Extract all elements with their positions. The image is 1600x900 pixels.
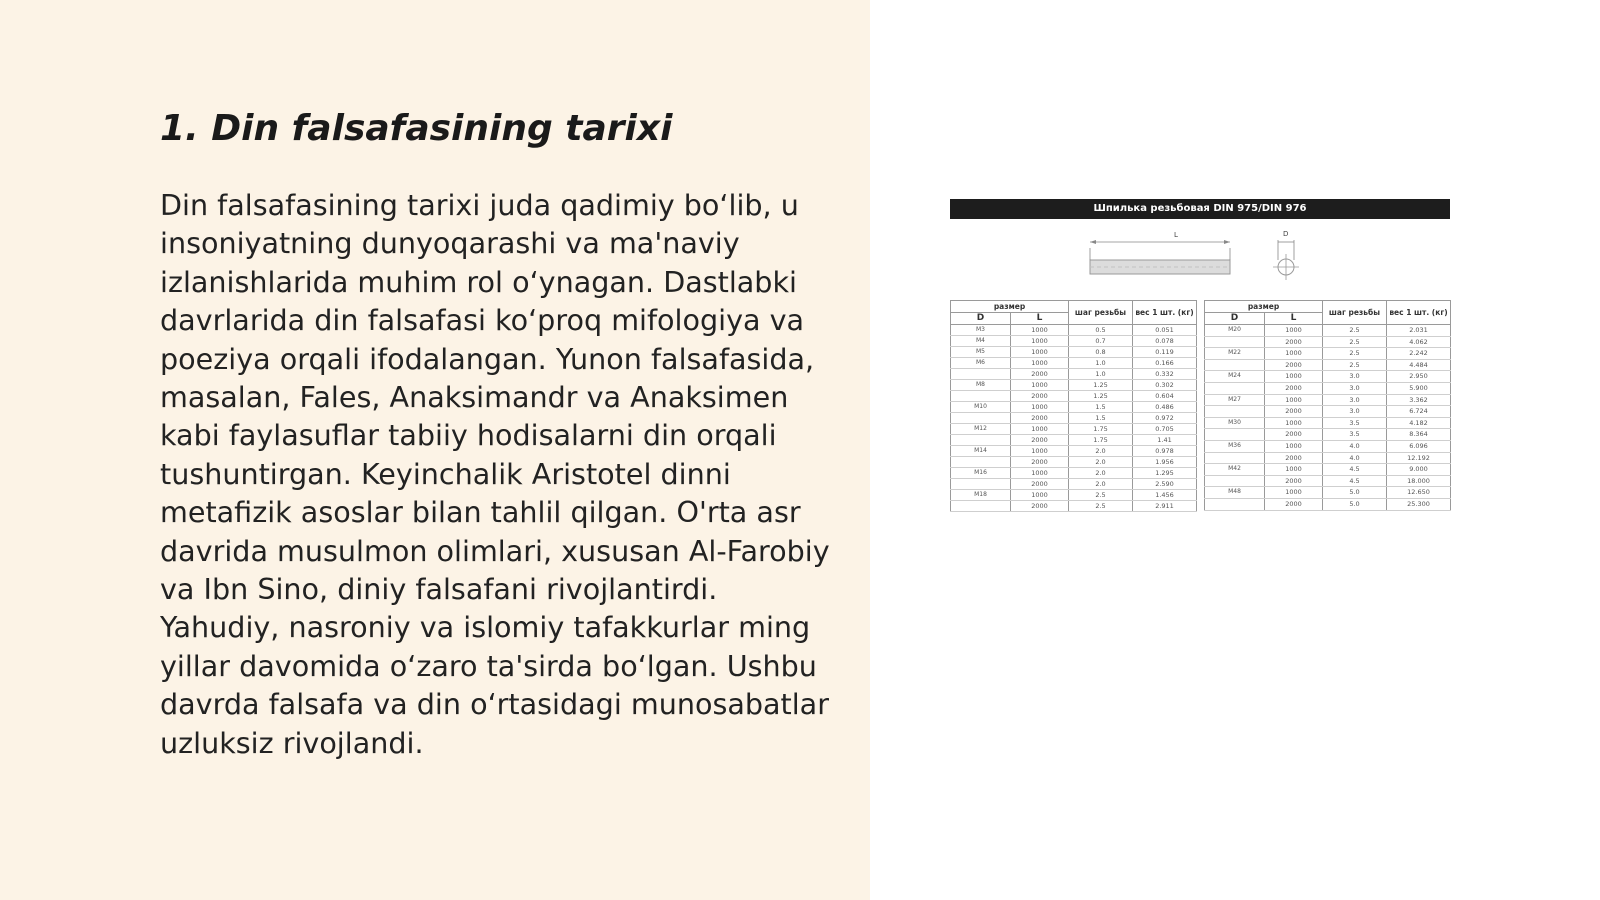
table-row <box>1205 325 1451 337</box>
cell-pitch: 1.75 <box>1069 424 1133 435</box>
cell-d <box>1205 475 1265 487</box>
cell-pitch: 5.0 <box>1323 487 1387 499</box>
table-row <box>951 468 1197 479</box>
cell-d: M27 <box>1205 394 1265 406</box>
cell-weight: 1.956 <box>1133 457 1197 468</box>
cell-weight: 6.096 <box>1387 440 1451 452</box>
cell-l: 2000 <box>1265 475 1323 487</box>
cell-l: 1000 <box>1011 380 1069 391</box>
pitch-header: шаг резьбы <box>1069 301 1133 325</box>
cell-pitch: 1.5 <box>1069 413 1133 424</box>
table-row <box>951 336 1197 347</box>
weight-header: вес 1 шт. (кг) <box>1133 301 1197 325</box>
table-row <box>1205 475 1451 487</box>
table-row <box>1205 464 1451 476</box>
cell-d <box>951 435 1011 446</box>
l-header: L <box>1265 313 1323 325</box>
cell-d <box>1205 452 1265 464</box>
table-row <box>951 380 1197 391</box>
cell-l: 1000 <box>1265 487 1323 499</box>
cell-d <box>1205 382 1265 394</box>
cell-d: M24 <box>1205 371 1265 383</box>
cell-weight: 1.41 <box>1133 435 1197 446</box>
cell-d: M20 <box>1205 325 1265 337</box>
figure-header: Шпилька резьбовая DIN 975/DIN 976 <box>950 199 1450 219</box>
table-row <box>1205 498 1451 510</box>
table-row <box>951 347 1197 358</box>
cell-weight: 0.486 <box>1133 402 1197 413</box>
size-header: размер <box>1205 301 1323 313</box>
cell-pitch: 2.5 <box>1323 325 1387 337</box>
cell-l: 1000 <box>1011 336 1069 347</box>
cell-d: M8 <box>951 380 1011 391</box>
table-row <box>1205 336 1451 348</box>
weight-header: вес 1 шт. (кг) <box>1387 301 1451 325</box>
table-row <box>1205 487 1451 499</box>
cell-l: 1000 <box>1011 490 1069 501</box>
cell-d: M10 <box>951 402 1011 413</box>
cell-pitch: 0.8 <box>1069 347 1133 358</box>
table-row <box>951 369 1197 380</box>
cell-weight: 0.119 <box>1133 347 1197 358</box>
cell-weight: 12.650 <box>1387 487 1451 499</box>
cell-weight: 1.456 <box>1133 490 1197 501</box>
cell-pitch: 3.0 <box>1323 382 1387 394</box>
table-row <box>951 391 1197 402</box>
cell-pitch: 3.5 <box>1323 429 1387 441</box>
cell-d: M12 <box>951 424 1011 435</box>
table-row <box>1205 417 1451 429</box>
cell-l: 1000 <box>1011 424 1069 435</box>
cell-d: M3 <box>951 325 1011 336</box>
cell-l: 2000 <box>1265 498 1323 510</box>
stud-table-right <box>1204 300 1451 511</box>
table-row <box>1205 406 1451 418</box>
cell-weight: 25.300 <box>1387 498 1451 510</box>
table-row <box>951 457 1197 468</box>
diameter-label: D <box>1283 230 1289 238</box>
cell-d <box>951 413 1011 424</box>
cell-pitch: 1.0 <box>1069 369 1133 380</box>
cell-pitch: 3.0 <box>1323 394 1387 406</box>
cell-pitch: 2.5 <box>1323 348 1387 360</box>
cell-l: 1000 <box>1011 358 1069 369</box>
cell-d: M6 <box>951 358 1011 369</box>
cell-weight: 2.950 <box>1387 371 1451 383</box>
cell-weight: 8.364 <box>1387 429 1451 441</box>
cell-weight: 4.182 <box>1387 417 1451 429</box>
stud-table-left <box>950 300 1197 512</box>
cell-weight: 0.972 <box>1133 413 1197 424</box>
cell-l: 2000 <box>1011 435 1069 446</box>
cell-weight: 1.295 <box>1133 468 1197 479</box>
table-row <box>951 479 1197 490</box>
cell-l: 1000 <box>1265 371 1323 383</box>
cell-pitch: 1.5 <box>1069 402 1133 413</box>
cell-pitch: 3.0 <box>1323 406 1387 418</box>
cell-l: 2000 <box>1265 406 1323 418</box>
cell-pitch: 2.5 <box>1323 359 1387 371</box>
d-header: D <box>951 313 1011 325</box>
cell-d <box>1205 429 1265 441</box>
cell-l: 1000 <box>1265 348 1323 360</box>
d-header: D <box>1205 313 1265 325</box>
cell-pitch: 4.0 <box>1323 440 1387 452</box>
cell-l: 1000 <box>1011 347 1069 358</box>
length-label: L <box>1174 231 1178 239</box>
cell-d <box>1205 336 1265 348</box>
cell-d: M42 <box>1205 464 1265 476</box>
cell-l: 2000 <box>1011 391 1069 402</box>
cell-d <box>951 369 1011 380</box>
table-row <box>951 490 1197 501</box>
cell-d: M18 <box>951 490 1011 501</box>
l-header: L <box>1011 313 1069 325</box>
cell-weight: 4.484 <box>1387 359 1451 371</box>
cell-weight: 3.362 <box>1387 394 1451 406</box>
table-row <box>1205 371 1451 383</box>
cell-weight: 0.604 <box>1133 391 1197 402</box>
cell-d: M22 <box>1205 348 1265 360</box>
table-row <box>951 413 1197 424</box>
cell-pitch: 1.75 <box>1069 435 1133 446</box>
cell-weight: 5.900 <box>1387 382 1451 394</box>
pitch-header: шаг резьбы <box>1323 301 1387 325</box>
cell-weight: 0.078 <box>1133 336 1197 347</box>
cell-pitch: 4.0 <box>1323 452 1387 464</box>
cell-l: 2000 <box>1265 359 1323 371</box>
cell-weight: 2.031 <box>1387 325 1451 337</box>
cell-pitch: 5.0 <box>1323 498 1387 510</box>
cell-pitch: 3.0 <box>1323 371 1387 383</box>
cell-weight: 2.590 <box>1133 479 1197 490</box>
cell-weight: 18.000 <box>1387 475 1451 487</box>
cell-pitch: 2.5 <box>1069 490 1133 501</box>
cell-d: M36 <box>1205 440 1265 452</box>
threaded-rod-drawing <box>950 226 1450 286</box>
cell-l: 1000 <box>1265 394 1323 406</box>
cell-pitch: 2.0 <box>1069 479 1133 490</box>
cell-weight: 12.192 <box>1387 452 1451 464</box>
cell-pitch: 2.5 <box>1323 336 1387 348</box>
cell-weight: 2.911 <box>1133 501 1197 512</box>
stud-spec-table-image <box>950 199 1450 513</box>
cell-pitch: 2.0 <box>1069 457 1133 468</box>
cell-l: 2000 <box>1011 501 1069 512</box>
table-row <box>951 501 1197 512</box>
cell-l: 1000 <box>1265 440 1323 452</box>
slide-body-text: Din falsafasining tarixi juda qadimiy bo‘lib, u insoniyatning dunyoqarashi va ma'naviy izlanishlarida muhim rol o‘ynagan. Dastlabki davrlarida din falsafasi ko‘proq mifologiya va poeziya orqali ifodalangan. Yunon falsafasida, masalan, Fales, Anaksimandr va Anaksimen kabi faylasuflar tabiiy hodisalarni din orqali tushuntirgan. Keyinchalik Aristotel dinni metafizik asoslar bilan tahlil qilgan. O'rta asr davrida musulmon olimlari, xususan Al-Farobiy va Ibn Sino, diniy falsafani rivojlantirdi. Yahudiy, nasroniy va islomiy tafakkurlar ming yillar davomida o‘zaro ta'sirda bo‘lgan. Ushbu davrda falsafa va din o‘rtasidagi munosabatlar uzluksiz rivojlandi. <box>160 188 830 760</box>
table-row <box>1205 440 1451 452</box>
cell-l: 1000 <box>1265 417 1323 429</box>
cell-d: M4 <box>951 336 1011 347</box>
cell-weight: 0.166 <box>1133 358 1197 369</box>
cell-l: 2000 <box>1011 457 1069 468</box>
table-row <box>1205 348 1451 360</box>
cell-d <box>951 501 1011 512</box>
slide-title: 1. Din falsafasining tarixi <box>160 108 673 149</box>
cell-pitch: 1.25 <box>1069 391 1133 402</box>
cell-l: 2000 <box>1265 336 1323 348</box>
size-header: размер <box>951 301 1069 313</box>
table-row <box>951 435 1197 446</box>
cell-l: 2000 <box>1011 479 1069 490</box>
cell-l: 2000 <box>1011 413 1069 424</box>
table-row <box>1205 452 1451 464</box>
cell-weight: 0.705 <box>1133 424 1197 435</box>
cell-d <box>951 391 1011 402</box>
cell-d: M5 <box>951 347 1011 358</box>
table-row <box>951 402 1197 413</box>
table-row <box>951 325 1197 336</box>
cell-l: 2000 <box>1265 452 1323 464</box>
cell-l: 1000 <box>1011 468 1069 479</box>
cell-pitch: 2.5 <box>1069 501 1133 512</box>
cell-pitch: 3.5 <box>1323 417 1387 429</box>
cell-weight: 4.062 <box>1387 336 1451 348</box>
cell-l: 1000 <box>1011 325 1069 336</box>
cell-d <box>1205 498 1265 510</box>
cell-weight: 2.242 <box>1387 348 1451 360</box>
cell-l: 1000 <box>1011 446 1069 457</box>
cell-weight: 0.978 <box>1133 446 1197 457</box>
cell-l: 1000 <box>1265 325 1323 337</box>
table-row <box>951 358 1197 369</box>
table-row <box>1205 382 1451 394</box>
cell-pitch: 4.5 <box>1323 464 1387 476</box>
cell-d: M16 <box>951 468 1011 479</box>
cell-pitch: 1.25 <box>1069 380 1133 391</box>
table-row <box>951 446 1197 457</box>
cell-l: 1000 <box>1265 464 1323 476</box>
cell-d <box>1205 359 1265 371</box>
cell-weight: 0.302 <box>1133 380 1197 391</box>
cell-l: 2000 <box>1011 369 1069 380</box>
cell-pitch: 0.5 <box>1069 325 1133 336</box>
cell-pitch: 2.0 <box>1069 468 1133 479</box>
cell-pitch: 0.7 <box>1069 336 1133 347</box>
table-row <box>1205 359 1451 371</box>
table-row <box>951 424 1197 435</box>
cell-weight: 6.724 <box>1387 406 1451 418</box>
cell-d: M14 <box>951 446 1011 457</box>
cell-l: 1000 <box>1011 402 1069 413</box>
cell-pitch: 4.5 <box>1323 475 1387 487</box>
cell-weight: 9.000 <box>1387 464 1451 476</box>
cell-weight: 0.051 <box>1133 325 1197 336</box>
cell-pitch: 1.0 <box>1069 358 1133 369</box>
cell-d <box>951 479 1011 490</box>
cell-weight: 0.332 <box>1133 369 1197 380</box>
table-row <box>1205 429 1451 441</box>
cell-d: M48 <box>1205 487 1265 499</box>
cell-l: 2000 <box>1265 429 1323 441</box>
cell-d <box>951 457 1011 468</box>
cell-d: M30 <box>1205 417 1265 429</box>
cell-l: 2000 <box>1265 382 1323 394</box>
cell-pitch: 2.0 <box>1069 446 1133 457</box>
cell-d <box>1205 406 1265 418</box>
table-row <box>1205 394 1451 406</box>
